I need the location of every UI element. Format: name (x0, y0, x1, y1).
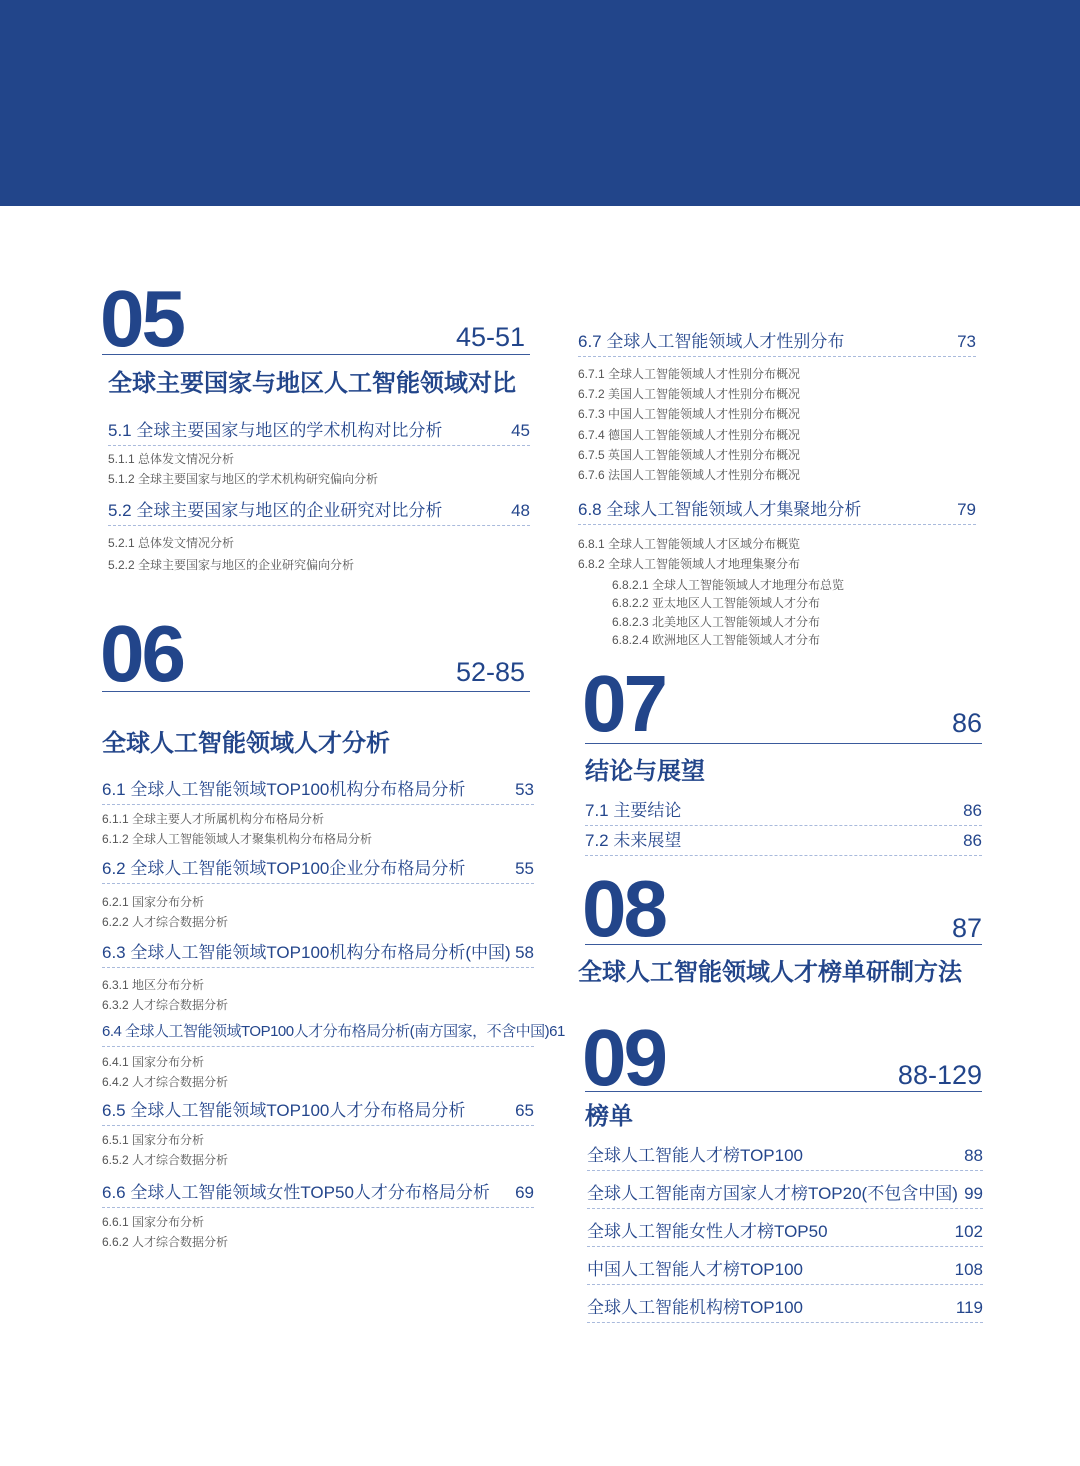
toc-section-link[interactable] (587, 1220, 983, 1247)
chapter-number: 05 (100, 274, 183, 363)
chapter-pages: 87 (951, 913, 982, 943)
toc-section-link[interactable] (587, 1182, 983, 1209)
toc-section-link[interactable] (102, 941, 534, 968)
section-label: 6.6 全球人工智能领域女性TOP50人才分布格局分析 (102, 1183, 490, 1202)
toc-subsection[interactable]: 6.7.5 英国人工智能领域人才性别分布概况 (578, 448, 801, 462)
toc-section-link[interactable] (102, 778, 534, 805)
chapter-title: 结论与展望 (585, 758, 705, 785)
toc-section-link[interactable] (578, 498, 976, 525)
section-page-number: 119 (955, 1298, 983, 1317)
toc-subsection[interactable]: 6.5.2 人才综合数据分析 (102, 1153, 229, 1167)
chapter-title: 榜单 (585, 1103, 633, 1130)
toc-section-link[interactable] (585, 829, 982, 856)
section-label: 全球人工智能女性人才榜TOP50 (587, 1222, 828, 1241)
toc-subsection[interactable]: 6.5.1 国家分布分析 (102, 1133, 205, 1147)
toc-section-link[interactable] (102, 857, 534, 884)
toc-subsection[interactable]: 6.7.4 德国人工智能领域人才性别分布概况 (578, 428, 801, 442)
toc-subsection[interactable]: 6.8.2.3 北美地区人工智能领域人才分布 (612, 615, 821, 629)
section-label: 6.4 全球人工智能领域TOP100人才分布格局分析(南方国家，不含中国) (102, 1023, 550, 1040)
toc-subsection[interactable]: 6.8.2 全球人工智能领域人才地理集聚分布 (578, 557, 801, 571)
toc-subsection[interactable]: 6.7.2 美国人工智能领域人才性别分布概况 (578, 387, 801, 401)
section-page-number: 55 (515, 859, 534, 878)
toc-subsection[interactable]: 6.8.2.4 欧洲地区人工智能领域人才分布 (612, 633, 821, 647)
chapter-number: 06 (100, 609, 183, 698)
section-label: 6.3 全球人工智能领域TOP100机构分布格局分析(中国) (102, 943, 511, 962)
section-page-number: 53 (515, 780, 534, 799)
toc-subsection[interactable]: 6.2.1 国家分布分析 (102, 895, 205, 909)
section-label: 全球人工智能机构榜TOP100 (587, 1298, 804, 1317)
toc-subsection[interactable]: 6.7.1 全球人工智能领域人才性别分布概况 (578, 367, 801, 381)
toc-subsection[interactable]: 6.3.2 人才综合数据分析 (102, 998, 229, 1012)
header-band (0, 0, 1080, 206)
section-page-number: 88 (964, 1146, 983, 1165)
toc-subsection[interactable]: 6.7.3 中国人工智能领域人才性别分布概况 (578, 407, 801, 421)
toc-subsection[interactable]: 5.2.1 总体发文情况分析 (108, 536, 235, 550)
section-label: 6.7 全球人工智能领域人才性别分布 (578, 332, 845, 351)
toc-subsection[interactable]: 5.2.2 全球主要国家与地区的企业研究偏向分析 (108, 558, 355, 572)
section-label: 5.1 全球主要国家与地区的学术机构对比分析 (108, 421, 443, 440)
section-label: 6.5 全球人工智能领域TOP100人才分布格局分析 (102, 1101, 466, 1120)
section-page-number: 65 (515, 1101, 534, 1120)
section-label: 全球人工智能人才榜TOP100 (587, 1146, 804, 1165)
toc-section-link[interactable] (585, 799, 982, 826)
section-page-number: 86 (963, 831, 982, 850)
toc-section-link[interactable] (102, 1099, 534, 1126)
chapter-title: 全球人工智能领域人才分析 (102, 730, 390, 757)
toc-subsection[interactable]: 6.8.1 全球人工智能领域人才区域分布概览 (578, 537, 801, 551)
toc-subsection[interactable]: 6.2.2 人才综合数据分析 (102, 915, 229, 929)
toc-section-link[interactable] (578, 330, 976, 357)
toc-subsection[interactable]: 6.6.2 人才综合数据分析 (102, 1235, 229, 1249)
chapter-pages: 52-85 (455, 657, 525, 687)
toc-subsection[interactable]: 6.1.1 全球主要人才所属机构分布格局分析 (102, 812, 325, 826)
section-page-number: 69 (515, 1183, 534, 1202)
toc-subsection[interactable]: 6.8.2.1 全球人工智能领域人才地理分布总览 (612, 578, 845, 592)
section-page-number: 102 (954, 1222, 983, 1241)
section-page-number: 79 (957, 500, 976, 519)
toc-subsection[interactable]: 6.1.2 全球人工智能领域人才聚集机构分布格局分析 (102, 832, 373, 846)
section-page-number: 58 (515, 943, 534, 962)
chapter-number: 09 (582, 1013, 665, 1102)
toc-section-link[interactable] (102, 1020, 565, 1047)
toc-subsection[interactable]: 6.4.2 人才综合数据分析 (102, 1075, 229, 1089)
divider (585, 1091, 982, 1092)
section-label: 5.2 全球主要国家与地区的企业研究对比分析 (108, 501, 443, 520)
section-label: 6.1 全球人工智能领域TOP100机构分布格局分析 (102, 780, 466, 799)
section-label: 全球人工智能南方国家人才榜TOP20(不包含中国) (587, 1184, 958, 1203)
section-page-number: 48 (511, 501, 530, 520)
toc-section-link[interactable] (108, 419, 530, 446)
divider (585, 743, 982, 744)
chapter-pages: 88-129 (897, 1060, 982, 1090)
chapter-pages: 86 (951, 708, 982, 738)
chapter-title: 全球人工智能领域人才榜单研制方法 (578, 959, 962, 986)
toc-subsection[interactable]: 6.6.1 国家分布分析 (102, 1215, 205, 1229)
section-page-number: 108 (954, 1260, 983, 1279)
toc-subsection[interactable]: 6.7.6 法国人工智能领域人才性别分布概况 (578, 468, 801, 482)
toc-subsection[interactable]: 5.1.1 总体发文情况分析 (108, 452, 235, 466)
section-page-number: 99 (964, 1184, 983, 1203)
toc-section-link[interactable] (587, 1258, 983, 1285)
divider (102, 691, 530, 692)
section-label: 6.8 全球人工智能领域人才集聚地分析 (578, 500, 862, 519)
toc-subsection[interactable]: 5.1.2 全球主要国家与地区的学术机构研究偏向分析 (108, 472, 379, 486)
section-page-number: 73 (957, 332, 976, 351)
section-label: 7.1 主要结论 (585, 801, 682, 820)
chapter-title: 全球主要国家与地区人工智能领域对比 (108, 370, 516, 397)
toc-subsection[interactable]: 6.3.1 地区分布分析 (102, 978, 205, 992)
divider (102, 354, 530, 355)
section-page-number: 86 (963, 801, 982, 820)
chapter-pages: 45-51 (455, 322, 525, 352)
toc-subsection[interactable]: 6.8.2.2 亚太地区人工智能领域人才分布 (612, 596, 821, 610)
toc-section-link[interactable] (587, 1144, 983, 1171)
section-page-number: 61 (549, 1023, 565, 1040)
toc-section-link[interactable] (102, 1181, 534, 1208)
chapter-number: 07 (582, 659, 665, 748)
section-label: 7.2 未来展望 (585, 831, 682, 850)
section-page-number: 45 (511, 421, 530, 440)
toc-section-link[interactable] (108, 499, 530, 526)
chapter-number: 08 (582, 864, 665, 953)
toc-subsection[interactable]: 6.4.1 国家分布分析 (102, 1055, 205, 1069)
divider (585, 944, 982, 945)
section-label: 6.2 全球人工智能领域TOP100企业分布格局分析 (102, 859, 466, 878)
toc-section-link[interactable] (587, 1296, 983, 1323)
section-label: 中国人工智能人才榜TOP100 (587, 1260, 804, 1279)
